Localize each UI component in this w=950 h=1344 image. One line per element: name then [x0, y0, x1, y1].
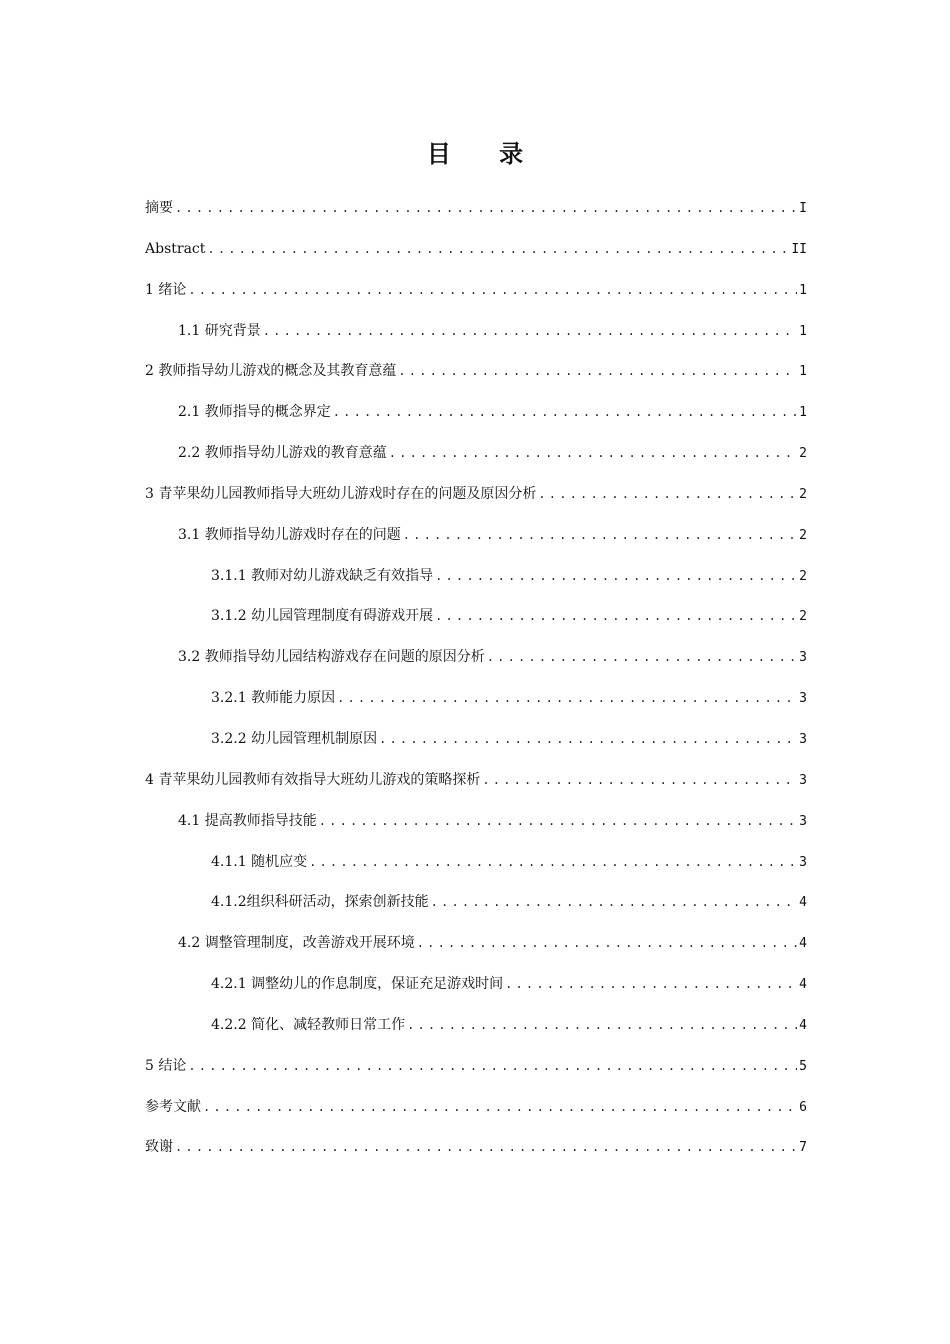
toc-entry-page: 3: [799, 650, 807, 666]
toc-entry-page: 4: [799, 977, 807, 993]
toc-entry-label: 3.1.2 幼儿园管理制度有碍游戏开展: [211, 608, 434, 625]
toc-dot-leader: [417, 932, 797, 954]
toc-dot-leader: [398, 360, 797, 382]
toc-dot-leader: [188, 279, 797, 301]
toc-entry-section-4-2-1[interactable]: [145, 973, 807, 1014]
toc-entry-section-1-1[interactable]: [145, 320, 807, 361]
toc-entry-label: 4.1 提高教师指导技能: [178, 812, 317, 829]
toc-entry-section-4-2[interactable]: [145, 932, 807, 973]
toc-dot-leader: [175, 197, 797, 219]
toc-entry-section-3-2[interactable]: [145, 646, 807, 687]
toc-entry-label: 参考文献: [145, 1098, 201, 1115]
toc-entry-page: 1: [799, 405, 807, 421]
toc-dot-leader: [482, 769, 797, 791]
toc-entry-label: 2 教师指导幼儿游戏的概念及其教育意蕴: [145, 363, 397, 380]
toc-entry-section-4-2-2[interactable]: [145, 1014, 807, 1055]
toc-entry-page: 6: [799, 1099, 807, 1115]
toc-entry-chapter-4[interactable]: [145, 769, 807, 810]
toc-entry-page: 7: [799, 1140, 807, 1156]
toc-entry-page: 2: [799, 446, 807, 462]
toc-entry-label: 2.2 教师指导幼儿游戏的教育意蕴: [178, 445, 387, 462]
toc-dot-leader: [309, 851, 797, 873]
toc-entry-section-4-1-2[interactable]: [145, 891, 807, 932]
toc-entry-chapter-2[interactable]: [145, 360, 807, 401]
toc-entry-page: 3: [799, 854, 807, 870]
toc-entry-page: 1: [799, 364, 807, 380]
toc-entry-label: 3.1 教师指导幼儿游戏时存在的问题: [178, 526, 401, 543]
toc-entry-section-3-2-2[interactable]: [145, 728, 807, 769]
toc-dot-leader: [175, 1136, 797, 1158]
toc-dot-leader: [435, 565, 797, 587]
toc-entry-chapter-1[interactable]: [145, 279, 807, 320]
toc-entry-acknowledgements[interactable]: [145, 1136, 807, 1177]
toc-entry-label: 3.1.1 教师对幼儿游戏缺乏有效指导: [211, 567, 434, 584]
toc-dot-leader: [379, 728, 797, 750]
toc-dot-leader: [403, 524, 797, 546]
toc-entry-label: 4.1.1 随机应变: [211, 853, 308, 870]
toc-title: 目 录: [426, 140, 544, 168]
toc-dot-leader: [333, 401, 797, 423]
toc-entry-abstract-cn[interactable]: [145, 197, 807, 238]
toc-entry-page: 2: [799, 486, 807, 502]
toc-list: [145, 197, 807, 1177]
toc-entry-label: 1 绪论: [145, 281, 187, 298]
toc-entry-section-2-2[interactable]: [145, 442, 807, 483]
toc-entry-label: 4 青苹果幼儿园教师有效指导大班幼儿游戏的策略探析: [145, 771, 481, 788]
toc-entry-label: 1.1 研究背景: [178, 322, 261, 339]
toc-entry-label: 致谢: [145, 1139, 173, 1156]
toc-dot-leader: [319, 810, 797, 832]
toc-entry-page: 3: [799, 691, 807, 707]
toc-dot-leader: [203, 1096, 797, 1118]
toc-entry-page: 2: [799, 527, 807, 543]
toc-entry-label: 摘要: [145, 200, 173, 216]
toc-entry-label: 2.1 教师指导的概念界定: [178, 404, 331, 421]
toc-dot-leader: [538, 483, 797, 505]
toc-entry-label: Abstract: [145, 240, 206, 257]
toc-dot-leader: [337, 687, 797, 709]
toc-entry-page: 4: [799, 1017, 807, 1033]
toc-dot-leader: [431, 891, 798, 913]
toc-entry-label: 4.2.2 简化、减轻教师日常工作: [211, 1016, 406, 1033]
toc-entry-label: 3 青苹果幼儿园教师指导大班幼儿游戏时存在的问题及原因分析: [145, 485, 537, 502]
toc-entry-page: 2: [799, 568, 807, 584]
toc-entry-label: 4.1.2组织科研活动，探索创新技能: [211, 894, 429, 911]
toc-entry-page: 2: [799, 609, 807, 625]
toc-entry-page: II: [791, 241, 807, 257]
toc-entry-page: 1: [799, 323, 807, 339]
toc-entry-label: 3.2 教师指导幼儿园结构游戏存在问题的原因分析: [178, 649, 485, 666]
toc-entry-references[interactable]: [145, 1096, 807, 1137]
toc-dot-leader: [188, 1055, 797, 1077]
toc-dot-leader: [207, 238, 789, 260]
toc-entry-chapter-3[interactable]: [145, 483, 807, 524]
toc-entry-label: 4.2 调整管理制度，改善游戏开展环境: [178, 935, 415, 952]
toc-entry-label: 4.2.1 调整幼儿的作息制度，保证充足游戏时间: [211, 976, 504, 993]
toc-entry-page: 1: [799, 282, 807, 298]
toc-dot-leader: [505, 973, 797, 995]
toc-entry-label: 3.2.2 幼儿园管理机制原因: [211, 730, 378, 747]
toc-entry-conclusion[interactable]: [145, 1055, 807, 1096]
toc-dot-leader: [487, 646, 797, 668]
toc-entry-page: 5: [799, 1058, 807, 1074]
toc-entry-section-2-1[interactable]: [145, 401, 807, 442]
toc-dot-leader: [407, 1014, 797, 1036]
toc-entry-section-3-2-1[interactable]: [145, 687, 807, 728]
toc-dot-leader: [389, 442, 797, 464]
toc-entry-page: 4: [799, 936, 807, 952]
toc-entry-abstract-en[interactable]: [145, 238, 807, 279]
toc-dot-leader: [263, 320, 797, 342]
toc-entry-page: I: [799, 201, 807, 216]
toc-entry-page: 3: [799, 731, 807, 747]
toc-entry-section-3-1-1[interactable]: [145, 565, 807, 606]
toc-dot-leader: [435, 605, 797, 627]
toc-entry-page: 4: [799, 895, 807, 911]
toc-entry-section-4-1[interactable]: [145, 810, 807, 851]
toc-entry-page: 3: [799, 772, 807, 788]
toc-entry-label: 3.2.1 教师能力原因: [211, 690, 336, 707]
toc-entry-section-3-1-2[interactable]: [145, 605, 807, 646]
toc-entry-page: 3: [799, 813, 807, 829]
toc-entry-section-4-1-1[interactable]: [145, 851, 807, 892]
toc-entry-label: 5 结论: [145, 1057, 187, 1074]
toc-entry-section-3-1[interactable]: [145, 524, 807, 565]
